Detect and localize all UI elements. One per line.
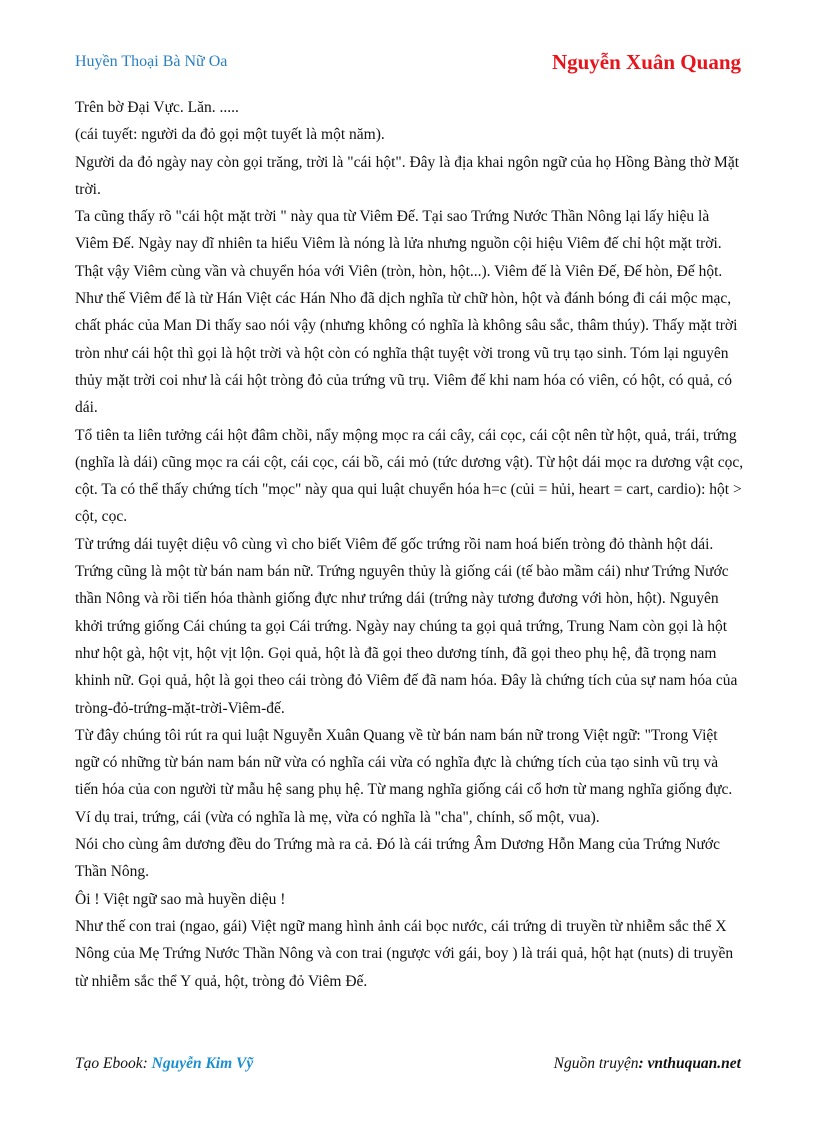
source-site-link[interactable]: vnthuquan.net [647,1055,741,1072]
page-footer [75,1055,741,1077]
source-credit [554,1055,741,1073]
ebook-credit [75,1055,253,1073]
source-label: Nguồn truyện [553,1055,639,1072]
paragraph: Ôi ! Việt ngữ sao mà huyền diệu ! [75,890,286,908]
source-separator: : [638,1055,648,1072]
paragraph: Người da đỏ ngày nay còn gọi trăng, trời là "cái hột". Đây là địa khai ngôn ngữ của họ Hồng Bàng thờ Mặt trời. [75,153,740,198]
book-title: Huyền Thoại Bà Nữ Oa [75,53,228,70]
paragraph: Ta cũng thấy rõ "cái hột mặt trời " này qua từ Viêm Đế. Tại sao Trứng Nước Thần Nông lại lấy hiệu là Viêm Đế. Ngày nay dĩ nhiên ta hiểu Viêm là nóng là lửa nhưng nguồn cội hiệu Viêm đế chỉ hột mặt trời. Thật vậy Viêm cùng vần và chuyển hóa với Viên (tròn, hòn, hột...). Viêm đế là Viên Đế, Đế hòn, Đế hột. Như thế Viêm đế là từ Hán Việt các Hán Nho đã dịch nghĩa từ chữ hòn, hột và đánh bóng đi cái mộc mạc, chất phác của Man Di thấy sao nói vậy (nhưng không có nghĩa là không sâu sắc, thâm thúy). Thấy mặt trời tròn như cái hột thì gọi là hột trời và hột còn có nghĩa thật tuyệt vời trong vũ trụ tạo sinh. Tóm lại nguyên thủy mặt trời coi như là cái hột tròng đỏ của trứng vũ trụ. Viêm đế khi nam hóa có viên, có hột, có quả, có dái. [75,208,738,417]
paragraph: Trên bờ Đại Vực. Lăn. ..... [75,99,239,116]
author-name: Nguyễn Xuân Quang [551,50,741,74]
paragraph: Nói cho cùng âm dương đều do Trứng mà ra cả. Đó là cái trứng Âm Dương Hỗn Mang của Trứng Nước Thần Nông. [75,836,720,881]
paragraph: Từ trứng dái tuyệt diệu vô cùng vì cho biết Viêm đế gốc trứng rồi nam hoá biến tròng đỏ thành hột dái. Trứng cũng là một từ bán nam bán nữ. Trứng nguyên thủy là giống cái (tế bào mầm cái) như Trứng Nước thần Nông và rồi tiến hóa thành giống đực như trứng dái (trứng này tương đương với hòn, hột). Nguyên khởi trứng giống Cái chúng ta gọi Cái trứng. Ngày nay chúng ta gọi quả trứng, Trung Nam còn gọi là hột như hột gà, hột vịt, hột vịt lộn. Gọi quả, hột là đã gọi theo dương tính, đã gọi theo phụ hệ, đã trọng nam khinh nữ. Gọi quả, hột là gọi theo cái tròng đỏ Viêm đế đã nam hóa. Đây là chứng tích của sự nam hóa của tròng-đỏ-trứng-mặt-trời-Viêm-đế. [75,535,738,717]
page-body [75,94,745,995]
ebook-label: Tạo Ebook [75,1055,143,1072]
paragraph: Như thế con trai (ngao, gái) Việt ngữ mang hình ảnh cái bọc nước, cái trứng di truyền từ nhiễm sắc thể X Nông của Mẹ Trứng Nước Thần Nông và con trai (ngược với gái, boy ) là trái quả, hột hạt (nuts) di truyền từ nhiễm sắc thể Y quả, hột, tròng đỏ Viêm Đế. [75,917,734,990]
paragraph: (cái tuyết: người da đỏ gọi một tuyết là một năm). [75,126,385,144]
paragraph: Từ đây chúng tôi rút ra qui luật Nguyễn Xuân Quang về từ bán nam bán nữ trong Việt ngữ: "Trong Việt ngữ có những từ bán nam bán nữ vừa có nghĩa cái vừa có nghĩa đực là chứng tích của tạo sinh vũ trụ và tiến hóa của con người từ mẫu hệ sang phụ hệ. Từ mang nghĩa giống cái cổ hơn từ mang nghĩa giống đực. Ví dụ trai, trứng, cái (vừa có nghĩa là mẹ, vừa có nghĩa là "cha", chính, số một, vua). [75,726,733,826]
ebook-separator: : [142,1055,152,1072]
paragraph: Tổ tiên ta liên tưởng cái hột đâm chồi, nẩy mộng mọc ra cái cây, cái cọc, cái cột nên từ hột, quả, trái, trứng (nghĩa là dái) cũng mọc ra cái cột, cái cọc, cái bồ, cái mỏ (tức dương vật). Từ hột dái mọc ra dương vật cọc, cột. Ta có thể thấy chứng tích "mọc" này qua qui luật chuyển hóa h=c (củi = hủi, heart = cart, cardio): hột > cột, cọc. [75,426,744,526]
page-header [75,50,741,76]
ebook-creator-name: Nguyễn Kim Vỹ [151,1055,254,1072]
